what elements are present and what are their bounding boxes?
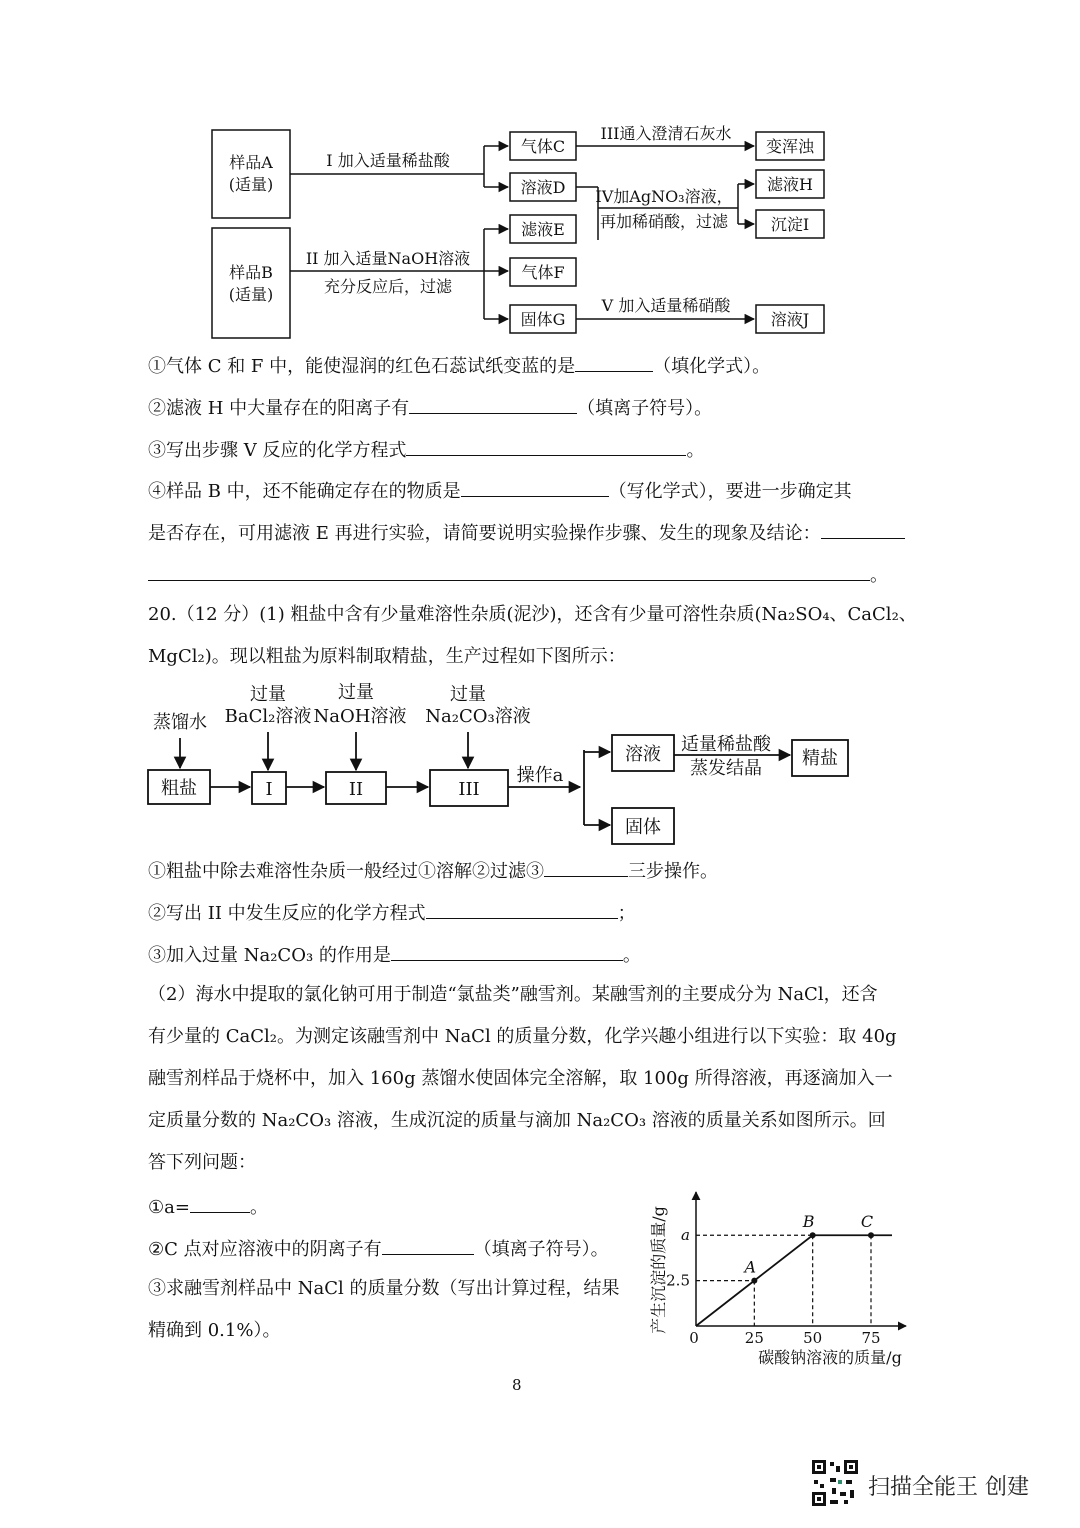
answer-blank[interactable] [544,858,628,877]
q19-item-3 [148,437,704,462]
x-tick-label-75: 75 [861,1329,881,1347]
page-number: 8 [512,1376,522,1394]
q20-item-3 [148,942,641,967]
flowchart-salt-purification [0,670,1080,855]
x-tick-label-50: 50 [803,1329,823,1347]
sample-a-box [212,130,290,218]
q20-item-3-tail: 。 [622,945,641,966]
sample-a-label: 样品A [229,153,273,172]
q20-intro-line1: 20.（12 分）(1) 粗盐中含有少量难溶性杂质(泥沙)，还含有少量可溶性杂质(Na₂SO₄、CaCl₂、 [148,604,917,625]
data-point-C [868,1232,874,1238]
q19-item-4-text: ④样品 B 中，还不能确定存在的物质是 [148,481,461,502]
q20-part2-line1: （2）海水中提取的氯化钠可用于制造“氯盐类”融雪剂。某融雪剂的主要成分为 NaCl，还含 [148,984,878,1005]
q20-part2-line5: 答下列问题： [148,1152,256,1173]
q19-item-2-text: ②滤液 H 中大量存在的阳离子有 [148,398,410,419]
q19-item-4-end: 。 [870,565,888,586]
answer-blank[interactable] [461,478,609,497]
q19-item-1 [148,353,770,378]
q20-item-1-tail: 三步操作。 [628,861,718,882]
q19-item-2 [148,395,712,420]
x-tick-label-0: 0 [689,1329,699,1347]
step-ii-label: II [348,779,364,800]
q19-item-1-tail: （填化学式）。 [653,356,771,377]
q20-item-1-text: ①粗盐中除去难溶性杂质一般经过①溶解②过滤③ [148,861,544,882]
fine-salt-label: 精盐 [802,748,838,769]
sample-a-sublabel: (适量) [228,175,274,194]
q19-item-4-cont [148,520,905,545]
q20-item-2-text: ②写出 II 中发生反应的化学方程式 [148,903,426,924]
qr-code-icon [810,1458,860,1508]
y-axis-label: 产生沉淀的质量/g [649,1206,668,1334]
gas-c-label: 气体C [520,137,566,156]
x-tick-label-25: 25 [744,1329,764,1347]
answer-blank[interactable] [391,942,623,961]
sample-b-box [212,228,290,338]
distilled-water-label: 蒸馏水 [153,712,207,733]
x-axis-label: 碳酸钠溶液的质量/g [758,1348,902,1367]
point-label-A: A [744,1257,757,1277]
solution-d-label: 溶液D [520,178,566,197]
precipitate-i-label: 沉淀I [770,215,810,234]
sample-b-label: 样品B [229,263,273,282]
operation-a-label: 操作a [516,765,564,786]
q20-sub-3-line2: 精确到 0.1%）。 [148,1320,281,1341]
point-label-B: B [802,1212,815,1232]
turbid-label: 变浑浊 [765,137,815,156]
answer-blank[interactable] [406,437,686,456]
q20-part2-line4: 定质量分数的 Na₂CO₃ 溶液，生成沉淀的质量与滴加 Na₂CO₃ 溶液的质量关系如图所示。回 [148,1110,886,1131]
solution-j-label: 溶液J [770,310,810,329]
answer-blank[interactable] [821,520,905,539]
y-tick-label-a: a [681,1226,690,1245]
step3-label: III通入澄清石灰水 [600,124,732,143]
solid-g-label: 固体G [520,310,566,329]
filtrate-h-label: 滤液H [767,175,813,194]
q20-item-2-tail: ； [617,903,636,924]
solid-label: 固体 [625,817,661,838]
q20-item-2 [148,900,636,925]
answer-blank[interactable] [148,562,870,581]
step2-label-line2: 充分反应后，过滤 [323,277,453,296]
answer-blank[interactable] [382,1236,474,1255]
q19-item-3-text: ③写出步骤 V 反应的化学方程式 [148,440,407,461]
q20-item-1 [148,858,718,883]
answer-blank[interactable] [190,1194,250,1213]
q19-item-2-tail: （填离子符号）。 [577,398,713,419]
q19-item-4 [148,478,852,503]
step-i-label: I [265,779,273,800]
q20-item-3-text: ③加入过量 Na₂CO₃ 的作用是 [148,945,391,966]
solution-label: 溶液 [625,744,661,765]
q19-item-4-cont-text: 是否存在，可用滤液 E 再进行实验，请简要说明实验操作步骤、发生的现象及结论： [148,523,821,544]
bacl2-label: BaCl₂溶液 [224,706,312,727]
excess-label-3: 过量 [450,684,486,705]
q19-item-3-tail: 。 [686,440,705,461]
q20-sub-1-text: ①a= [148,1197,190,1218]
step-iii-label: III [458,779,480,800]
acid-label-line2: 蒸发结晶 [690,758,762,779]
na2co3-label: Na₂CO₃溶液 [425,706,531,727]
gas-f-label: 气体F [521,263,565,282]
filtrate-e-label: 滤液E [521,220,565,239]
acid-label-line1: 适量稀盐酸 [681,734,771,755]
q20-sub-1-tail: 。 [249,1197,268,1218]
naoh-label: NaOH溶液 [313,706,407,727]
sample-b-sublabel: (适量) [228,285,274,304]
data-point-A [751,1278,757,1284]
step4-label-line2: 再加稀硝酸，过滤 [599,212,729,231]
step5-label: V 加入适量稀硝酸 [601,296,731,315]
q20-sub-3-line1: ③求融雪剂样品中 NaCl 的质量分数（写出计算过程，结果 [148,1278,620,1299]
q19-item-4-line [148,562,888,587]
q20-part2-line2: 有少量的 CaCl₂。为测定该融雪剂中 NaCl 的质量分数，化学兴趣小组进行以下实验：取 40g [148,1026,897,1047]
q20-intro-line2: MgCl₂)。现以粗盐为原料制取精盐，生产过程如下图所示： [148,646,626,667]
flowchart-sample-analysis [0,0,1080,350]
excess-label-2: 过量 [338,682,374,703]
watermark-text: 扫描全能王 创建 [868,1475,1029,1500]
step1-label: I 加入适量稀盐酸 [326,151,450,170]
y-tick-label-2.5: 2.5 [666,1271,690,1290]
excess-label-1: 过量 [250,684,286,705]
q20-sub-2-text: ②C 点对应溶液中的阴离子有 [148,1239,382,1260]
q20-sub-1 [148,1194,268,1219]
answer-blank[interactable] [426,900,618,919]
crude-salt-label: 粗盐 [161,778,197,799]
q19-item-1-text: ①气体 C 和 F 中，能使湿润的红色石蕊试纸变蓝的是 [148,356,576,377]
precipitate-mass-chart [630,1180,930,1375]
step4-label-line1: IV加AgNO₃溶液， [595,187,733,206]
data-point-B [810,1232,816,1238]
point-label-C: C [860,1212,874,1232]
q20-sub-2 [148,1236,609,1261]
step2-label-line1: II 加入适量NaOH溶液 [305,249,471,268]
q20-part2-line3: 融雪剂样品于烧杯中，加入 160g 蒸馏水使固体完全溶解，取 100g 所得溶液，再逐滴加入一 [148,1068,893,1089]
answer-blank[interactable] [575,353,653,372]
q19-item-4-tail: （写化学式），要进一步确定其 [608,481,852,502]
q20-sub-2-tail: （填离子符号）。 [473,1239,609,1260]
answer-blank[interactable] [409,395,577,414]
